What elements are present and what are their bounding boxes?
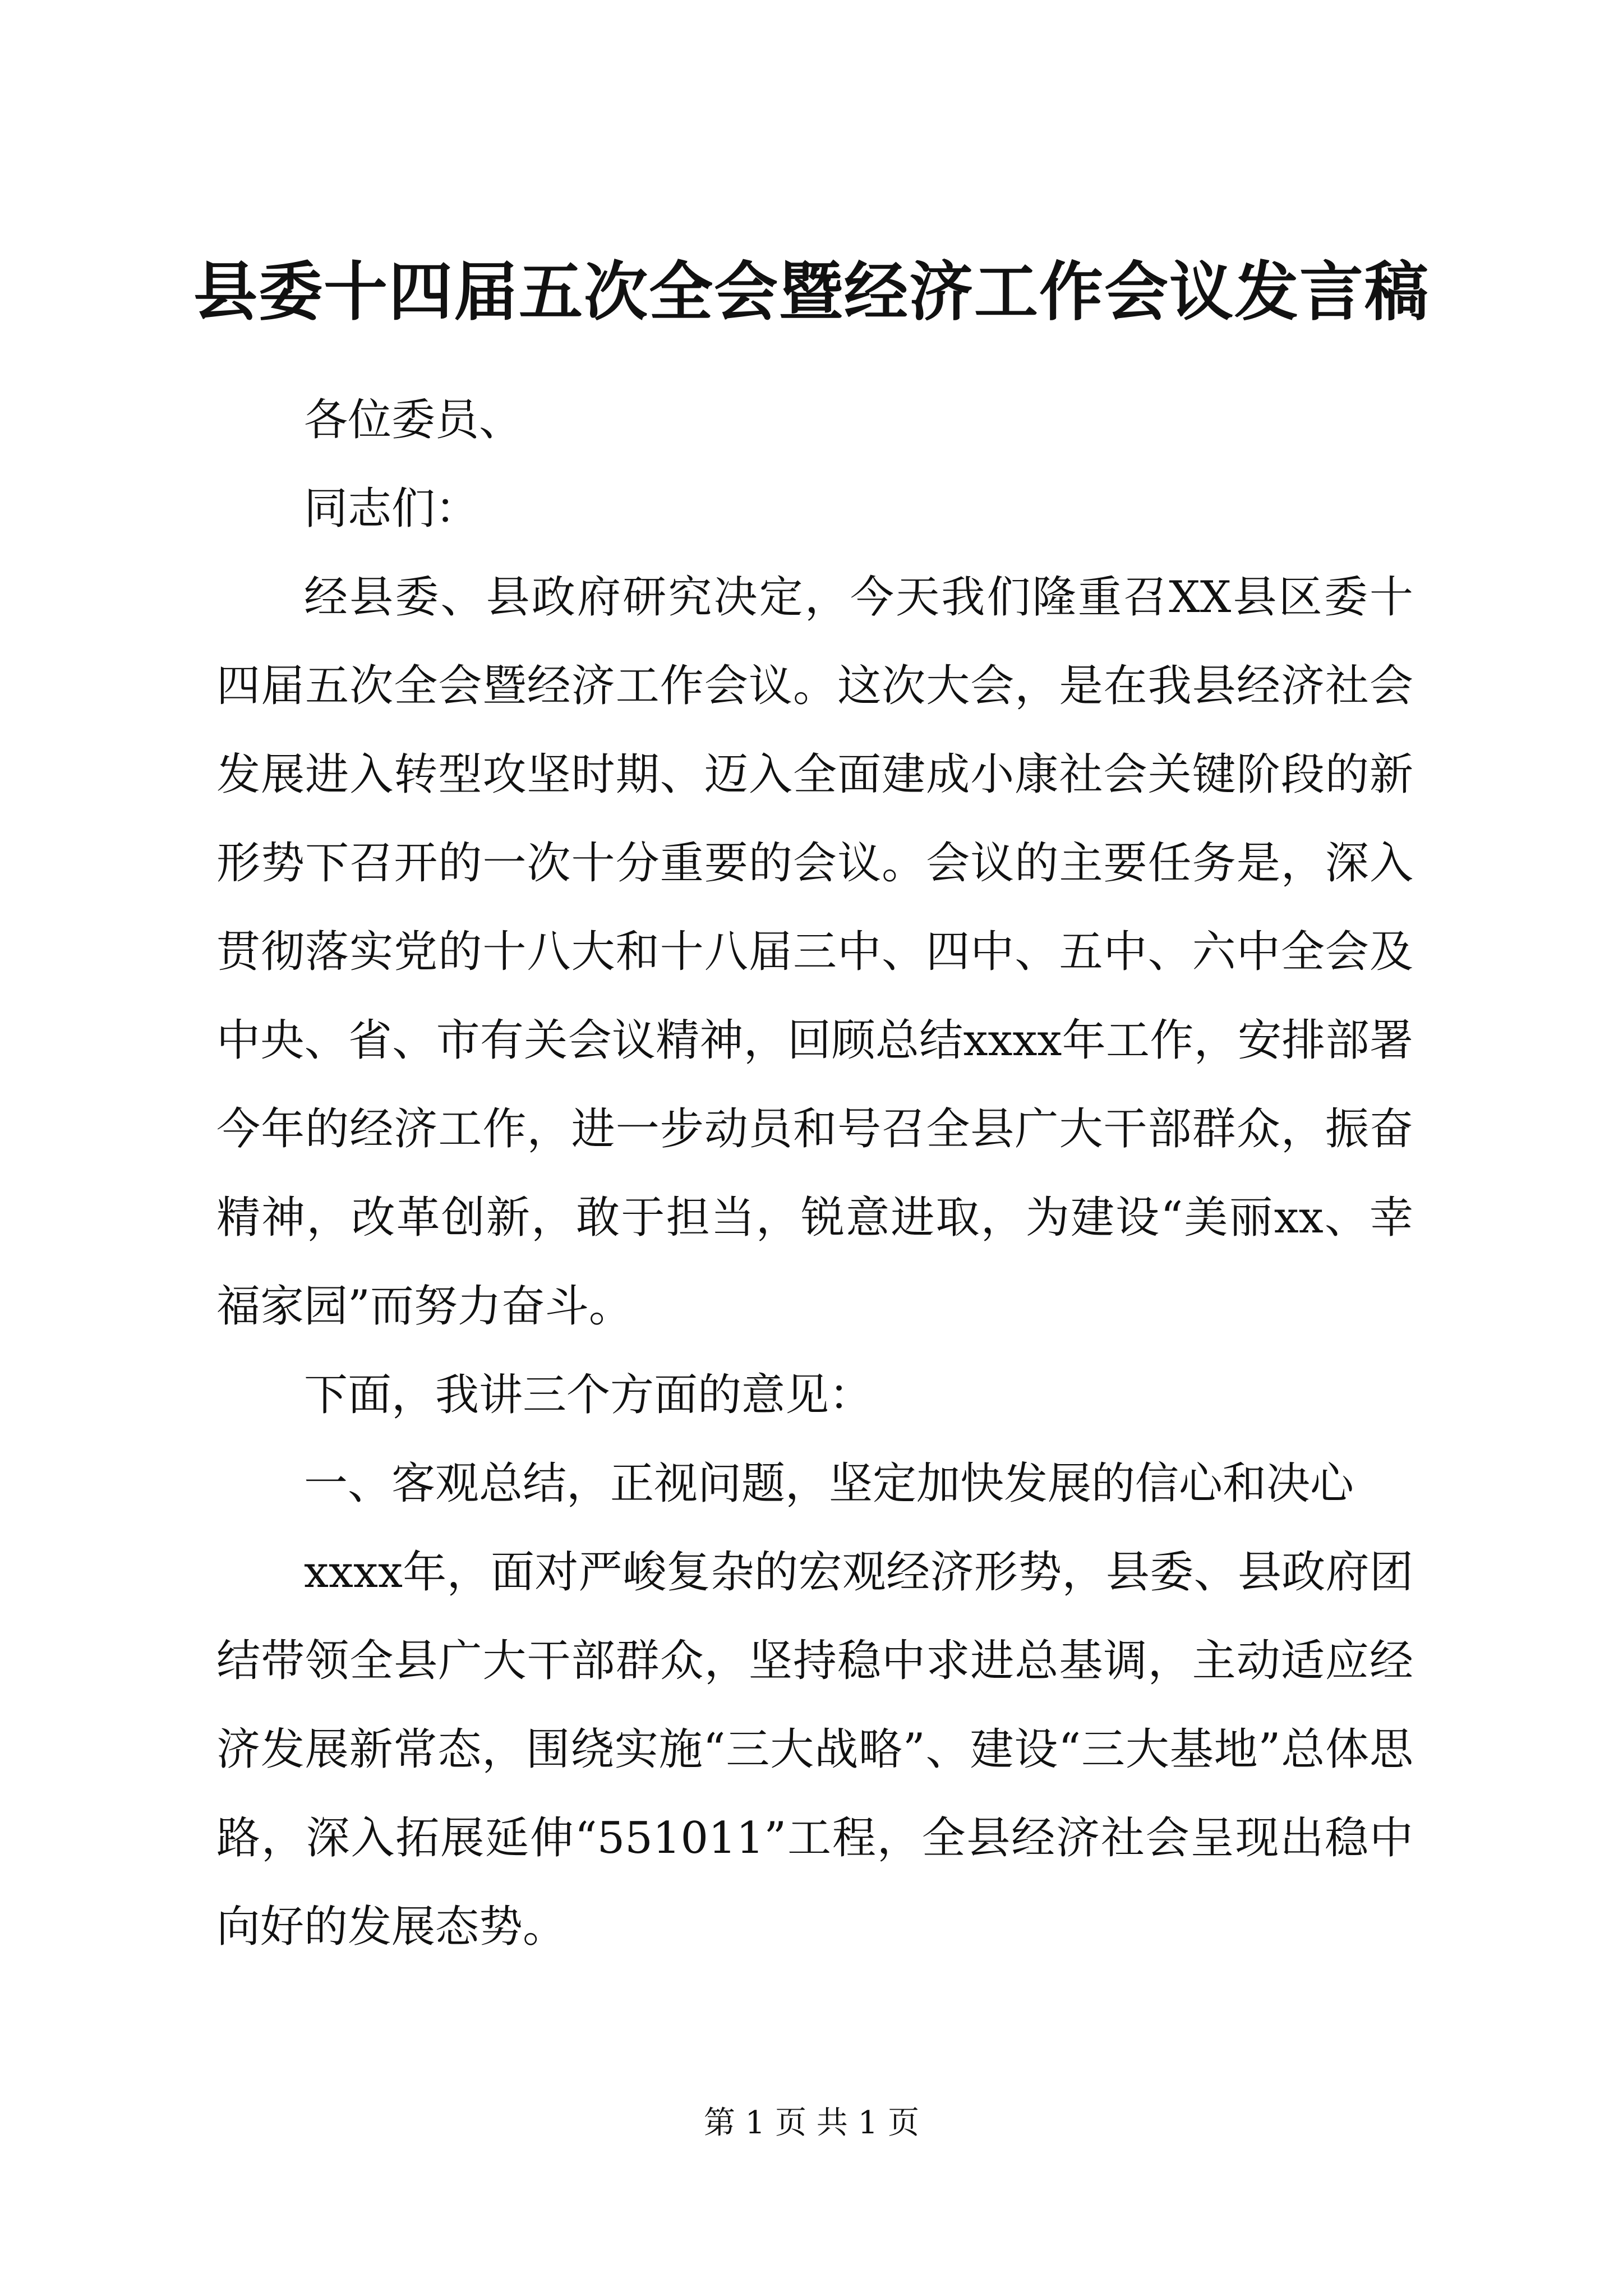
body-paragraph-intro: 经县委、县政府研究决定，今天我们隆重召XX县区委十四届五次全会暨经济工作会议。这次大会，是在我县经济社会发展进入转型攻坚时期、迈入全面建成小康社会关键阶段的新形势下召开的一次十分重要的会议。会议的主要任务是，深入贯彻落实党的十八大和十八届三中、四中、五中、六中全会及中央、省、市有关会议精神，回顾总结xxxx年工作，安排部署今年的经济工作，进一步动员和号召全县广大干部群众，振奋精神，改革创新，敢于担当，锐意进取，为建设“美丽xx、幸福家园”而努力奋斗。 (216, 572, 1413, 1332)
section-heading-1: 一、客观总结，正视问题，坚定加快发展的信心和决心 (304, 1458, 1354, 1509)
page-footer: 第 1 页 共 1 页 (703, 2105, 920, 2141)
document-title: 县委十四届五次全会暨经济工作会议发言稿 (193, 254, 1430, 329)
body-paragraph-outline: 下面，我讲三个方面的意见： (304, 1370, 873, 1420)
document-body (216, 376, 1413, 1971)
body-paragraph-summary: xxxx年，面对严峻复杂的宏观经济形势，县委、县政府团结带领全县广大干部群众，坚持稳中求进总基调，主动适应经济发展新常态，围绕实施“三大战略”、建设“三大基地”总体思路，深入拓展延伸“551011”工程，全县经济社会呈现出稳中向好的发展态势。 (216, 1547, 1413, 1952)
salutation-line-1: 各位委员、 (304, 395, 523, 445)
salutation-line-2: 同志们： (304, 484, 479, 534)
